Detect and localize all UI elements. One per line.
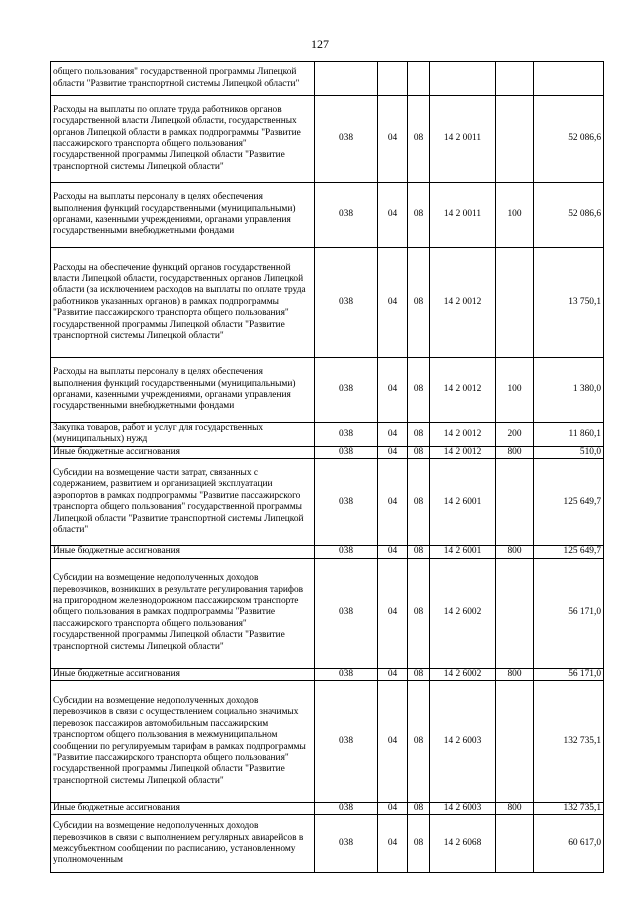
amount-cell: 13 750,1 <box>534 248 604 358</box>
table-row <box>51 248 604 358</box>
table-row <box>51 459 604 546</box>
section-code-cell <box>378 62 408 96</box>
row-name-cell: общего пользования" государственной программы Липецкой области "Развитие транспортной системы Липецкой области" <box>51 62 315 96</box>
subsection-code-cell: 08 <box>408 358 430 423</box>
row-name-cell: Субсидии на возмещение недополученных доходов перевозчиков в связи с осуществлением социально значимых перевозок пассажиров автомобильным пассажирским транспортом общего пользования в межмуниципальном сообщении по регулируемым тарифам в рамках подпрограммы "Развитие пассажирского транспорта общего пользования" государственной программы Липецкой области "Развитие транспортной системы Липецкой области" <box>51 681 315 803</box>
table-row <box>51 183 604 248</box>
subsection-code-cell: 08 <box>408 681 430 803</box>
subsection-code-cell: 08 <box>408 558 430 668</box>
row-name-cell: Расходы на обеспечение функций органов государственной власти Липецкой области, государственных органов Липецкой области (за исключением расходов на выплаты по оплате труда работников указанных органов) в рамках подпрограммы "Развитие пассажирского транспорта общего пользования" государственной программы Липецкой области "Развитие транспортной системы Липецкой области" <box>51 248 315 358</box>
subsection-code-cell: 08 <box>408 446 430 458</box>
target-article-cell: 14 2 6002 <box>430 668 496 680</box>
table-row <box>51 446 604 458</box>
ministry-code-cell: 038 <box>315 96 378 183</box>
subsection-code-cell <box>408 62 430 96</box>
table-row <box>51 358 604 423</box>
amount-cell: 56 171,0 <box>534 558 604 668</box>
target-article-cell: 14 2 0012 <box>430 358 496 423</box>
target-article-cell: 14 2 0012 <box>430 423 496 447</box>
target-article-cell: 14 2 6001 <box>430 546 496 558</box>
amount-cell: 132 735,1 <box>534 681 604 803</box>
row-name-cell: Субсидии на возмещение недополученных доходов перевозчиков в связи с выполнением регулярных авиарейсов в межсубъектном сообщении по расписанию, установленному уполномоченным <box>51 815 315 873</box>
row-name-cell: Иные бюджетные ассигнования <box>51 546 315 558</box>
ministry-code-cell: 038 <box>315 248 378 358</box>
amount-cell: 1 380,0 <box>534 358 604 423</box>
row-name-cell: Закупка товаров, работ и услуг для государственных (муниципальных) нужд <box>51 423 315 447</box>
expense-type-cell: 100 <box>496 183 534 248</box>
ministry-code-cell: 038 <box>315 558 378 668</box>
target-article-cell: 14 2 0012 <box>430 248 496 358</box>
amount-cell: 125 649,7 <box>534 546 604 558</box>
amount-cell: 125 649,7 <box>534 459 604 546</box>
amount-cell: 52 086,6 <box>534 96 604 183</box>
target-article-cell: 14 2 0012 <box>430 446 496 458</box>
expense-type-cell <box>496 815 534 873</box>
expense-type-cell <box>496 96 534 183</box>
amount-cell: 11 860,1 <box>534 423 604 447</box>
expense-type-cell: 800 <box>496 446 534 458</box>
expense-type-cell <box>496 681 534 803</box>
row-name-cell: Расходы на выплаты персоналу в целях обеспечения выполнения функций государственными (муниципальными) органами, казенными учреждениями, органами управления государственными внебюджетными фондами <box>51 358 315 423</box>
expense-type-cell: 200 <box>496 423 534 447</box>
section-code-cell: 04 <box>378 668 408 680</box>
target-article-cell: 14 2 6002 <box>430 558 496 668</box>
section-code-cell: 04 <box>378 803 408 815</box>
table-row <box>51 62 604 96</box>
expense-type-cell: 800 <box>496 803 534 815</box>
amount-cell <box>534 62 604 96</box>
table-row <box>51 668 604 680</box>
ministry-code-cell: 038 <box>315 546 378 558</box>
section-code-cell: 04 <box>378 183 408 248</box>
target-article-cell: 14 2 6068 <box>430 815 496 873</box>
section-code-cell: 04 <box>378 558 408 668</box>
table-row <box>51 681 604 803</box>
expense-type-cell <box>496 248 534 358</box>
subsection-code-cell: 08 <box>408 803 430 815</box>
section-code-cell: 04 <box>378 459 408 546</box>
section-code-cell: 04 <box>378 681 408 803</box>
section-code-cell: 04 <box>378 446 408 458</box>
section-code-cell: 04 <box>378 358 408 423</box>
target-article-cell: 14 2 0011 <box>430 183 496 248</box>
row-name-cell: Субсидии на возмещение части затрат, связанных с содержанием, развитием и организацией эксплуатации аэропортов в рамках подпрограммы "Развитие пассажирского транспорта общего пользования" государственной программы Липецкой области "Развитие транспортной системы Липецкой области" <box>51 459 315 546</box>
table-row <box>51 803 604 815</box>
subsection-code-cell: 08 <box>408 183 430 248</box>
expense-type-cell: 100 <box>496 358 534 423</box>
page-number: 127 <box>311 37 329 51</box>
ministry-code-cell: 038 <box>315 459 378 546</box>
target-article-cell <box>430 62 496 96</box>
subsection-code-cell: 08 <box>408 546 430 558</box>
expense-type-cell: 800 <box>496 668 534 680</box>
section-code-cell: 04 <box>378 96 408 183</box>
section-code-cell: 04 <box>378 423 408 447</box>
ministry-code-cell: 038 <box>315 815 378 873</box>
expense-type-cell <box>496 459 534 546</box>
table-row <box>51 423 604 447</box>
section-code-cell: 04 <box>378 248 408 358</box>
ministry-code-cell: 038 <box>315 358 378 423</box>
amount-cell: 56 171,0 <box>534 668 604 680</box>
section-code-cell: 04 <box>378 815 408 873</box>
table-row <box>51 96 604 183</box>
subsection-code-cell: 08 <box>408 248 430 358</box>
ministry-code-cell: 038 <box>315 668 378 680</box>
table-row <box>51 546 604 558</box>
table-row <box>51 815 604 873</box>
ministry-code-cell: 038 <box>315 681 378 803</box>
subsection-code-cell: 08 <box>408 96 430 183</box>
amount-cell: 510,0 <box>534 446 604 458</box>
amount-cell: 60 617,0 <box>534 815 604 873</box>
target-article-cell: 14 2 6001 <box>430 459 496 546</box>
subsection-code-cell: 08 <box>408 423 430 447</box>
ministry-code-cell: 038 <box>315 183 378 248</box>
subsection-code-cell: 08 <box>408 668 430 680</box>
row-name-cell: Расходы на выплаты по оплате труда работников органов государственной власти Липецкой области, государственных органов Липецкой области в рамках подпрограммы "Развитие пассажирского транспорта общего пользования" государственной программы Липецкой области "Развитие транспортной системы Липецкой области" <box>51 96 315 183</box>
budget-table <box>50 61 604 873</box>
row-name-cell: Субсидии на возмещение недополученных доходов перевозчиков, возникших в результате регулирования тарифов на пригородном железнодорожном пассажирском транспорте общего пользования в рамках подпрограммы "Развитие пассажирского транспорта общего пользования" государственной программы Липецкой области "Развитие транспортной системы Липецкой области" <box>51 558 315 668</box>
row-name-cell: Расходы на выплаты персоналу в целях обеспечения выполнения функций государственными (муниципальными) органами, казенными учреждениями, органами управления государственными внебюджетными фондами <box>51 183 315 248</box>
row-name-cell: Иные бюджетные ассигнования <box>51 446 315 458</box>
ministry-code-cell <box>315 62 378 96</box>
subsection-code-cell: 08 <box>408 459 430 546</box>
expense-type-cell <box>496 62 534 96</box>
subsection-code-cell: 08 <box>408 815 430 873</box>
ministry-code-cell: 038 <box>315 446 378 458</box>
table-row <box>51 558 604 668</box>
expense-type-cell <box>496 558 534 668</box>
target-article-cell: 14 2 0011 <box>430 96 496 183</box>
amount-cell: 52 086,6 <box>534 183 604 248</box>
ministry-code-cell: 038 <box>315 803 378 815</box>
target-article-cell: 14 2 6003 <box>430 681 496 803</box>
row-name-cell: Иные бюджетные ассигнования <box>51 668 315 680</box>
row-name-cell: Иные бюджетные ассигнования <box>51 803 315 815</box>
ministry-code-cell: 038 <box>315 423 378 447</box>
expense-type-cell: 800 <box>496 546 534 558</box>
section-code-cell: 04 <box>378 546 408 558</box>
amount-cell: 132 735,1 <box>534 803 604 815</box>
target-article-cell: 14 2 6003 <box>430 803 496 815</box>
